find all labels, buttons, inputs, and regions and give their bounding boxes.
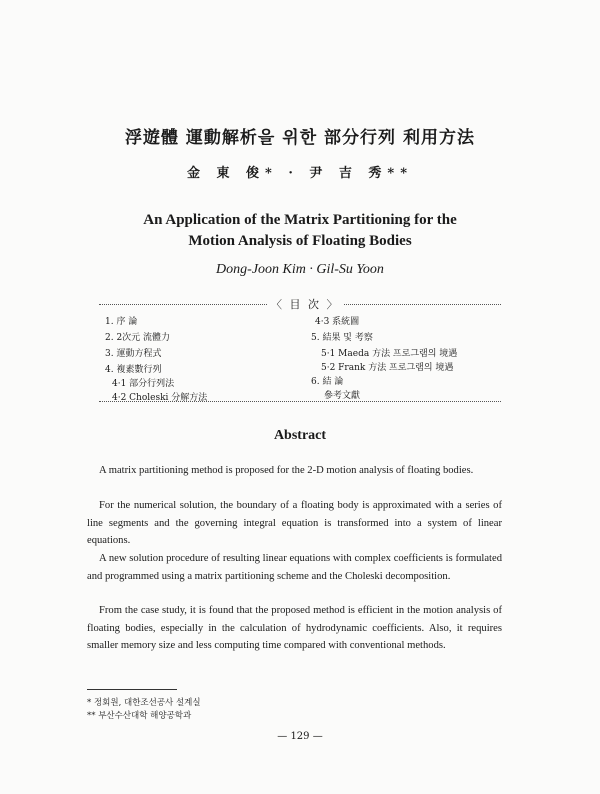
abstract-paragraph: From the case study, it is found that the proposed method is efficient in the motion analysis of floating bodies, especially in the calculation of hydrodynamic coefficients. Also, it requires smaller memory size and less computing time compared with conventional methods. — [87, 605, 502, 651]
authors-korean: 金 東 俊* · 尹 吉 秀** — [186, 166, 414, 181]
abstract-paragraph: A new solution procedure of resulting linear equations with complex coefficients is formulated and programmed using a matrix partitioning scheme and the Choleski decomposition. — [87, 553, 502, 582]
toc-item: 5. 結果 및 考察 — [311, 333, 373, 343]
toc-item: 4·2 Choleski 分解方法 — [112, 393, 208, 403]
abstract-paragraph: A matrix partitioning method is proposed for the 2-D motion analysis of floating bodies. — [99, 465, 474, 476]
table-of-contents — [99, 298, 501, 403]
footnote: * 정회원, 대한조선공사 설계실 — [87, 698, 201, 708]
toc-item: 參考文獻 — [324, 391, 361, 401]
paper-title-korean: 浮遊體 運動解析을 위한 部分行列 利用方法 — [125, 128, 475, 148]
toc-item: 6. 結 論 — [311, 377, 344, 387]
toc-item: 4·1 部分行列法 — [112, 379, 175, 389]
toc-heading: 〈 目 次 〉 — [267, 296, 344, 312]
footnote: ** 부산수산대학 해양공학과 — [87, 711, 192, 721]
toc-item: 2. 2次元 流體力 — [105, 333, 171, 343]
paper-title-english — [0, 210, 600, 252]
authors-english: Dong-Joon Kim · Gil-Su Yoon — [216, 262, 384, 277]
footnote-divider — [87, 689, 177, 690]
abstract-paragraph: For the numerical solution, the boundary of a floating body is approximated with a series of line segments and the governing integral equation is transformed into a system of linear equations. — [87, 500, 502, 546]
toc-item: 5·2 Frank 方法 프로그램의 境遇 — [321, 363, 454, 373]
title-en-line-1: An Application of the Matrix Partitioning for the — [143, 212, 457, 228]
abstract-heading: Abstract — [273, 428, 327, 443]
page-number: — 129 — — [277, 731, 323, 742]
toc-item: 4. 複素數行列 — [105, 365, 162, 375]
title-en-line-2: Motion Analysis of Floating Bodies — [188, 233, 412, 249]
toc-item: 4·3 系統圖 — [315, 317, 360, 327]
toc-item: 5·1 Maeda 方法 프로그램의 境遇 — [321, 349, 458, 359]
toc-item: 3. 運動方程式 — [105, 349, 162, 359]
toc-item: 1. 序 論 — [105, 317, 138, 327]
